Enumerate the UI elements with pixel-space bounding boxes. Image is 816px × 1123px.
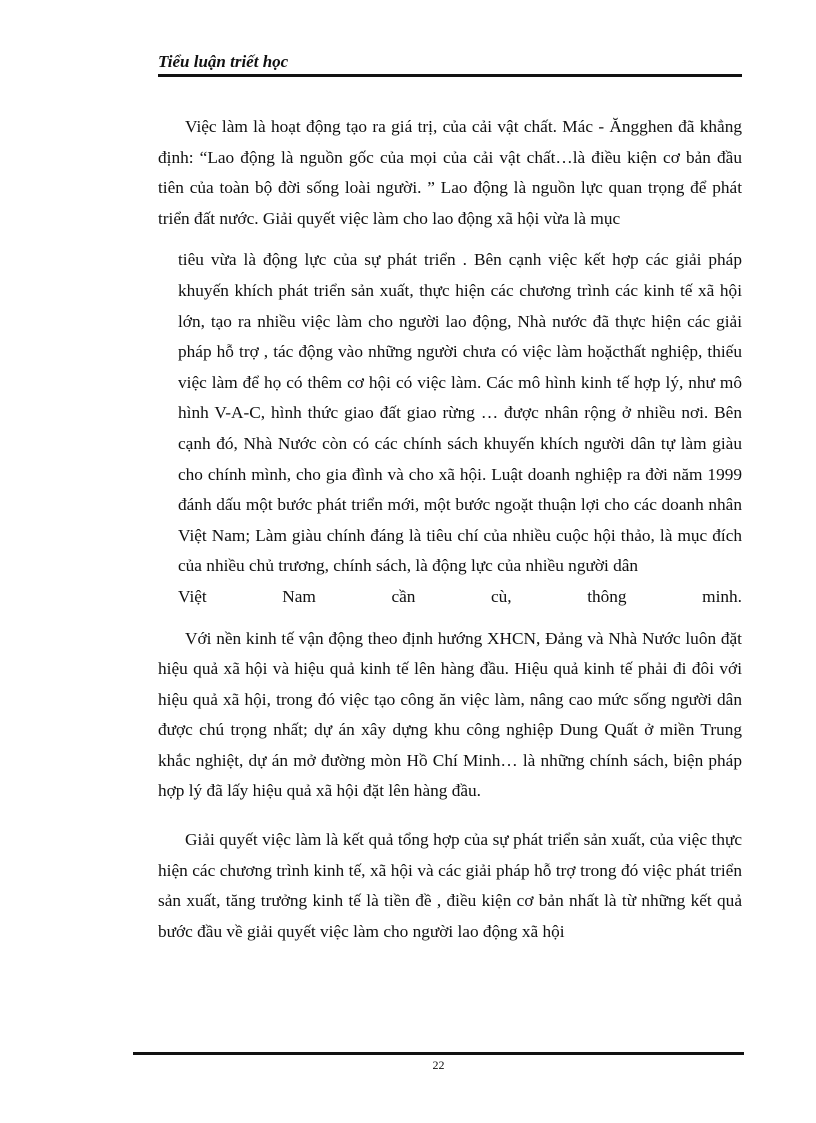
paragraph-1: Việc làm là hoạt động tạo ra giá trị, của cải vật chất. Mác - Ăngghen đã khẳng định: “Lao động là nguồn gốc của mọi của cải vật chất…là điều kiện cơ bản đầu tiên của toàn bộ đời sống loài người. ” Lao động là nguồn lực quan trọng để phát triển đất nước. Giải quyết việc làm cho lao động xã hội vừa là mục [158,117,742,228]
header-divider [158,74,742,77]
paragraph-2-text: tiêu vừa là động lực của sự phát triển . Bên cạnh việc kết hợp các giải pháp khuyến khích phát triển sản xuất, thực hiện các chương trình các kinh tế xã hội lớn, tạo ra nhiều việc làm cho người lao động, Nhà nước đã thực hiện các giải pháp hỗ trợ , tác động vào những người chưa có việc làm hoặcthất nghiệp, thiếu việc làm để họ có thêm cơ hội có việc làm. Các mô hình kinh tế hợp lý, như mô hình V-A-C, hình thức giao đất giao rừng … được nhân rộng ở nhiều nơi. Bên cạnh đó, Nhà Nước còn có các chính sách khuyến khích người dân tự làm giàu cho chính mình, cho gia đình và cho xã hội. Luật doanh nghiệp ra đời năm 1999 đánh dấu một bước phát triển mới, một bước ngoặt thuận lợi cho các doanh nhân Việt Nam; Làm giàu chính đáng là tiêu chí của nhiều cuộc hội thảo, là mục đích của nhiều chủ trương, chính sách, là động lực của nhiều người dân [178,250,742,576]
paragraph-2 [158,245,742,612]
document-body [158,112,742,947]
last-line-word: Việt [178,586,207,606]
paragraph-2-last-line [178,582,742,613]
page-number: 22 [432,1058,445,1072]
last-line-word: thông [587,586,627,606]
paragraph-4: Giải quyết việc làm là kết quả tổng hợp của sự phát triển sản xuất, của việc thực hiện các chương trình kinh tế, xã hội và các giải pháp hỗ trợ trong đó việc phát triển sản xuất, tăng trưởng kinh tế là tiền đề , điều kiện cơ bản nhất là từ những kết quả bước đầu về giải quyết việc làm cho người lao động xã hội [158,830,742,941]
last-line-word: Nam [282,586,316,606]
footer-divider [133,1052,744,1055]
last-line-word: minh. [702,586,742,606]
page-header-title: Tiểu luận triết học [158,52,289,71]
last-line-word: cần [391,586,416,606]
paragraph-3: Với nền kinh tế vận động theo định hướng XHCN, Đảng và Nhà Nước luôn đặt hiệu quả xã hội và hiệu quả kinh tế lên hàng đầu. Hiệu quả kinh tế phải đi đôi với hiệu quả xã hội, trong đó việc tạo công ăn việc làm, nâng cao mức sống người dân được chú trọng nhất; dự án xây dựng khu công nghiệp Dung Quất ở miền Trung khắc nghiệt, dự án mở đường mòn Hồ Chí Minh… là những chính sách, biện pháp hợp lý đã lấy hiệu quả xã hội đặt lên hàng đầu. [158,628,742,801]
last-line-word: cù, [490,586,512,606]
